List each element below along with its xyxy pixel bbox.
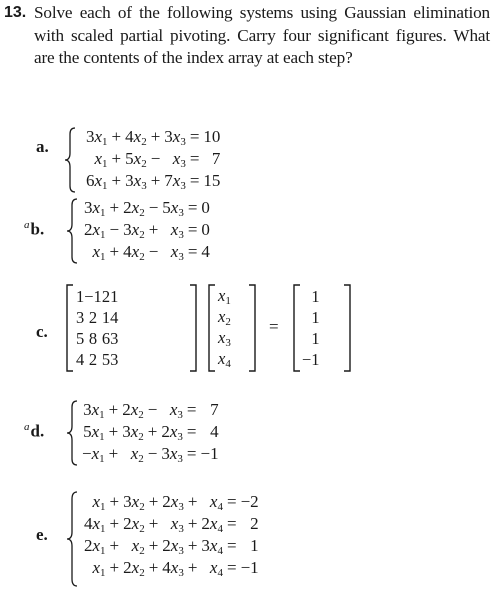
equation-row: $x_1$ + $4x_2$ − $x_3$ = 4 — [92, 241, 210, 263]
equation-row: $x_1$ + $3x_2$ + $2x_3$ + $x_4$ = −2 — [92, 491, 259, 513]
part-label-e: e. — [36, 525, 48, 544]
left-brace — [62, 127, 78, 193]
equation-row: $3x_1$ + $2x_2$ − $x_3$ = 7 — [83, 399, 219, 421]
part-label-c: c. — [36, 322, 48, 341]
part-label-b: $^a$b. — [24, 219, 45, 239]
equation-row: $x_1$ + $5x_2$ − $x_3$ = 7 — [94, 148, 221, 170]
equation-system-b — [84, 197, 210, 263]
equation-row: $3x_1$ + $2x_2$ − $5x_3$ = 0 — [84, 197, 210, 219]
rhs-vector: 1 1 1 −1 — [302, 286, 320, 369]
left-brace — [64, 198, 80, 264]
equation-row: $-x_1$ + $x_2$ − $3x_3$ = −1 — [82, 443, 219, 465]
equation-row: $5x_1$ + $3x_2$ + $2x_3$ = 4 — [83, 421, 219, 443]
problem-number: 13. — [4, 4, 27, 21]
equation-row: $4x_1$ + $2x_2$ + $x_3$ + $2x_4$ = 2 — [84, 513, 259, 535]
equation-row: $x_1$ + $2x_2$ + $4x_3$ + $x_4$ = −1 — [92, 557, 259, 579]
coefficient-matrix: 1 −1 2 1 3 2 1 4 5 8 6 3 4 2 5 3 — [76, 286, 119, 369]
equation-row: $6x_1$ + $3x_3$ + $7x_3$ = 15 — [86, 170, 221, 192]
left-brace — [64, 400, 80, 466]
equation-system-d — [82, 399, 219, 465]
equals-sign: = — [269, 317, 279, 336]
left-brace — [64, 491, 80, 587]
part-label-a: a. — [36, 137, 49, 156]
equation-row: $2x_1$ + $x_2$ + $2x_3$ + $3x_4$ = 1 — [84, 535, 259, 557]
problem-statement — [4, 2, 490, 70]
equation-system-a — [86, 126, 220, 192]
equation-row: $2x_1$ − $3x_2$ + $x_3$ = 0 — [84, 219, 210, 241]
equation-row: $3x_1$ + $4x_2$ + $3x_3$ = 10 — [86, 126, 221, 148]
equation-system-e — [84, 491, 259, 579]
problem-text: Solve each of the following systems using Gaussian elimination with scaled partial pivoting. Carry four significant figures. What are the contents of the index array at each step? — [34, 3, 490, 67]
part-label-d: $^a$d. — [24, 421, 45, 441]
variable-vector: $x_1$ $x_2$ $x_3$ $x_4$ — [218, 286, 231, 370]
